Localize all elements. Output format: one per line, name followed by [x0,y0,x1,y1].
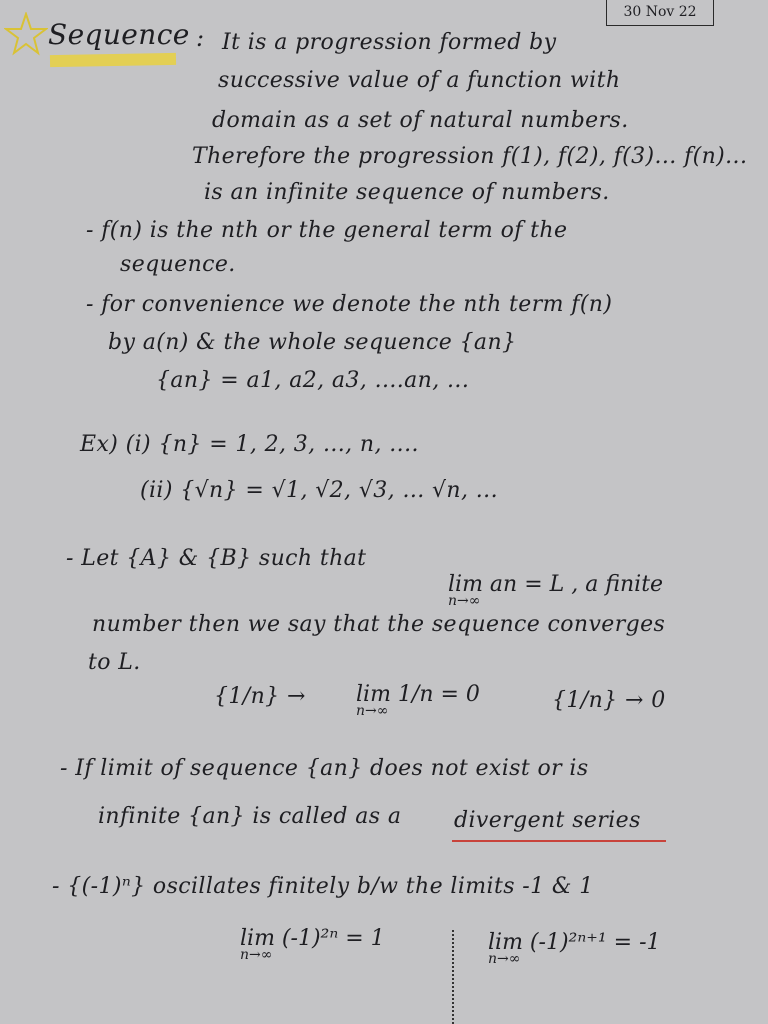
oscillation-right-sub: n→∞ [488,951,521,967]
bullet-3-line-1: - Let {A} & {B} such that [66,546,367,571]
star-icon [4,12,48,56]
oscillation-right-text: lim (-1)²ⁿ⁺¹ = -1 [488,930,661,955]
bullet-5-line-1: - {(-1)ⁿ} oscillates finitely b/w the limits -1 & 1 [52,874,594,899]
bullet-3-limit-sub: n→∞ [448,593,481,609]
bullet-2-line-3: {an} = a1, a2, a3, ....an, ... [156,368,470,393]
bullet-2-line-2: by a(n) & the whole sequence {an} [108,330,517,355]
divergent-underline [452,840,666,842]
bullet-1-line-1: - f(n) is the nth or the general term of the [86,218,568,243]
bullet-3-line-3: to L. [88,650,141,675]
title-highlight [50,53,176,67]
divider-dotted-line [452,930,454,1024]
convergence-limit [356,682,480,719]
section-title: Sequence [48,18,190,51]
bullet-4-line-1: - If limit of sequence {an} does not exist or is [60,756,589,781]
oscillation-right [488,930,661,967]
convergence-limit-text: lim 1/n = 0 [356,682,480,707]
definition-line-4: Therefore the progression f(1), f(2), f(3)... f(n)... [192,144,748,169]
convergence-limit-sub: n→∞ [356,703,389,719]
bullet-2-line-1: - for convenience we denote the nth term f(n) [86,292,613,317]
definition-line-1: It is a progression formed by [222,30,557,55]
bullet-1-line-2: sequence. [120,252,236,277]
definition-line-2: successive value of a function with [218,68,621,93]
oscillation-left [240,926,385,963]
bullet-3-limit-text: lim an = L , a finite [448,572,664,597]
date-label: 30 Nov 22 [606,0,714,26]
bullet-3-limit [448,572,663,609]
bullet-3-line-2: number then we say that the sequence converges [92,612,666,637]
bullet-4-line-2: infinite {an} is called as a [98,804,402,829]
definition-line-5: is an infinite sequence of numbers. [204,180,610,205]
example-line-2: (ii) {√n} = √1, √2, √3, ... √n, ... [140,478,498,503]
divergent-series-term: divergent series [454,808,641,833]
oscillation-left-sub: n→∞ [240,947,273,963]
definition-line-3: domain as a set of natural numbers. [212,108,629,133]
title-colon: : [196,24,205,52]
convergence-right: {1/n} → 0 [552,688,666,713]
convergence-left: {1/n} → [214,684,306,709]
example-line-1: Ex) (i) {n} = 1, 2, 3, ..., n, .... [80,432,419,457]
oscillation-left-text: lim (-1)²ⁿ = 1 [240,926,385,951]
